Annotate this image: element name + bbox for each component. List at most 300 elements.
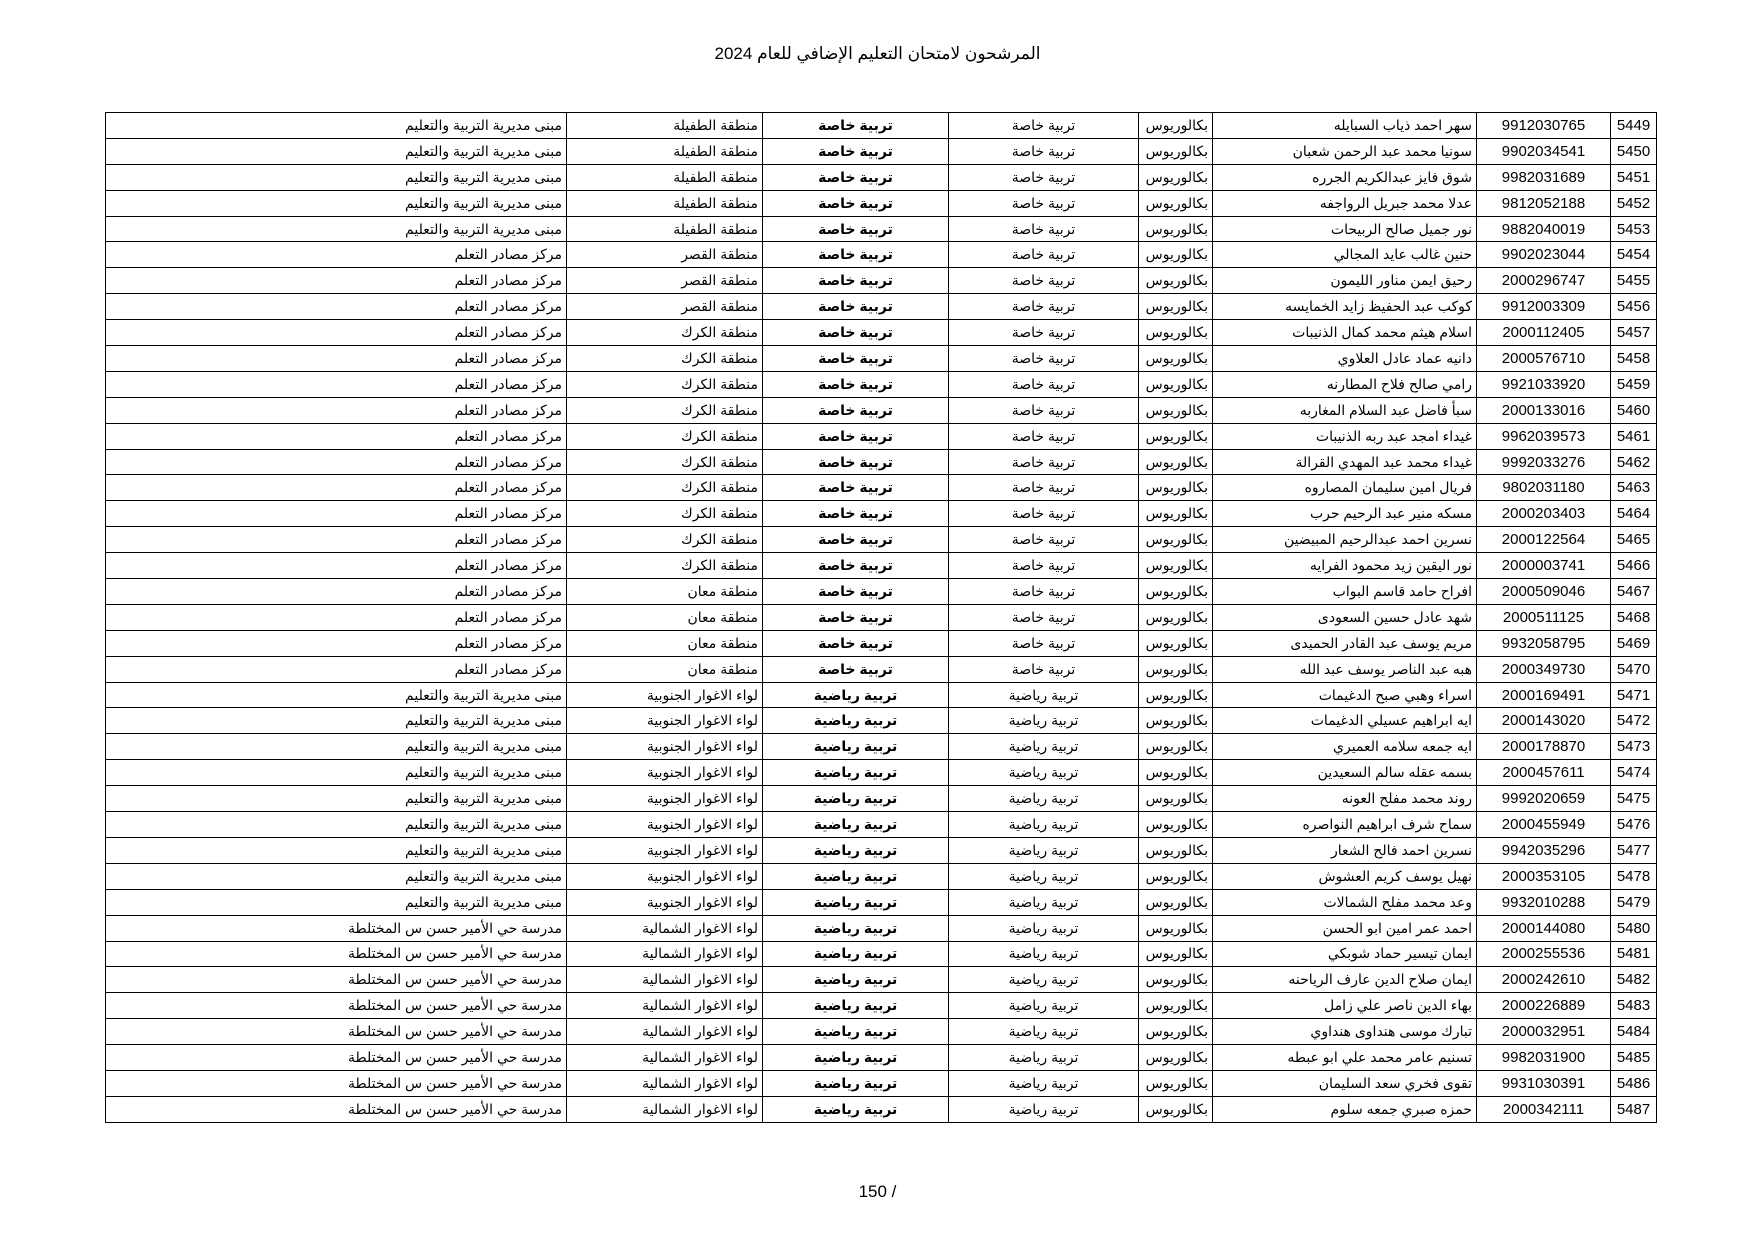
- sequence-cell: 5483: [1611, 993, 1657, 1019]
- table-row: [106, 1019, 1657, 1045]
- sequence-cell: 5457: [1611, 320, 1657, 346]
- exam-venue-cell: مبنى مديرية التربية والتعليم: [106, 837, 567, 863]
- candidate-name-cell: نور اليقين زيد محمود الفرايه: [1213, 553, 1477, 579]
- specialization-cell: تربية خاصة: [949, 216, 1139, 242]
- sequence-cell: 5455: [1611, 268, 1657, 294]
- degree-cell: بكالوريوس: [1139, 579, 1213, 605]
- candidate-name-cell: سماح شرف ابراهيم النواصره: [1213, 812, 1477, 838]
- exam-venue-cell: مركز مصادر التعلم: [106, 242, 567, 268]
- exam-venue-cell: مركز مصادر التعلم: [106, 579, 567, 605]
- degree-cell: بكالوريوس: [1139, 527, 1213, 553]
- exam-venue-cell: مبنى مديرية التربية والتعليم: [106, 889, 567, 915]
- region-cell: منطقة الطفيلة: [567, 190, 763, 216]
- specialization-cell: تربية خاصة: [949, 630, 1139, 656]
- candidate-name-cell: ايه ابراهيم عسيلي الدغيمات: [1213, 708, 1477, 734]
- specialization-cell: تربية خاصة: [949, 553, 1139, 579]
- degree-cell: بكالوريوس: [1139, 449, 1213, 475]
- region-cell: منطقة معان: [567, 630, 763, 656]
- specialization-cell: تربية رياضية: [949, 967, 1139, 993]
- exam-specialization-cell: تربية خاصة: [763, 113, 949, 139]
- region-cell: لواء الاغوار الشمالية: [567, 1096, 763, 1122]
- national-id-cell: 9902034541: [1477, 138, 1611, 164]
- national-id-cell: 2000511125: [1477, 604, 1611, 630]
- exam-specialization-cell: تربية رياضية: [763, 941, 949, 967]
- sequence-cell: 5486: [1611, 1070, 1657, 1096]
- candidate-name-cell: نسرين احمد فالح الشعار: [1213, 837, 1477, 863]
- degree-cell: بكالوريوس: [1139, 837, 1213, 863]
- exam-venue-cell: مدرسة حي الأمير حسن س المختلطة: [106, 1045, 567, 1071]
- national-id-cell: 2000242610: [1477, 967, 1611, 993]
- candidate-name-cell: بسمه عقله سالم السعيدين: [1213, 760, 1477, 786]
- exam-venue-cell: مدرسة حي الأمير حسن س المختلطة: [106, 967, 567, 993]
- sequence-cell: 5471: [1611, 682, 1657, 708]
- table-row: [106, 268, 1657, 294]
- sequence-cell: 5476: [1611, 812, 1657, 838]
- region-cell: لواء الاغوار الجنوبية: [567, 889, 763, 915]
- exam-specialization-cell: تربية رياضية: [763, 708, 949, 734]
- exam-venue-cell: مركز مصادر التعلم: [106, 527, 567, 553]
- region-cell: منطقة الكرك: [567, 397, 763, 423]
- table-row: [106, 812, 1657, 838]
- candidate-name-cell: شهد عادل حسين السعودى: [1213, 604, 1477, 630]
- exam-venue-cell: مركز مصادر التعلم: [106, 553, 567, 579]
- national-id-cell: 9812052188: [1477, 190, 1611, 216]
- exam-venue-cell: مبنى مديرية التربية والتعليم: [106, 708, 567, 734]
- table-row: [106, 941, 1657, 967]
- national-id-cell: 9921033920: [1477, 371, 1611, 397]
- exam-specialization-cell: تربية خاصة: [763, 553, 949, 579]
- exam-specialization-cell: تربية رياضية: [763, 1070, 949, 1096]
- table-row: [106, 630, 1657, 656]
- degree-cell: بكالوريوس: [1139, 915, 1213, 941]
- specialization-cell: تربية خاصة: [949, 371, 1139, 397]
- exam-specialization-cell: تربية رياضية: [763, 1019, 949, 1045]
- exam-specialization-cell: تربية خاصة: [763, 604, 949, 630]
- specialization-cell: تربية رياضية: [949, 1096, 1139, 1122]
- exam-specialization-cell: تربية رياضية: [763, 812, 949, 838]
- sequence-cell: 5478: [1611, 863, 1657, 889]
- degree-cell: بكالوريوس: [1139, 734, 1213, 760]
- candidate-name-cell: وعد محمد مفلح الشمالات: [1213, 889, 1477, 915]
- candidate-name-cell: تقوى فخري سعد السليمان: [1213, 1070, 1477, 1096]
- exam-specialization-cell: تربية خاصة: [763, 449, 949, 475]
- sequence-cell: 5467: [1611, 579, 1657, 605]
- exam-specialization-cell: تربية رياضية: [763, 967, 949, 993]
- candidate-name-cell: حنين غالب عايد المجالي: [1213, 242, 1477, 268]
- national-id-cell: 2000122564: [1477, 527, 1611, 553]
- table-row: [106, 1096, 1657, 1122]
- table-row: [106, 786, 1657, 812]
- exam-specialization-cell: تربية خاصة: [763, 656, 949, 682]
- sequence-cell: 5450: [1611, 138, 1657, 164]
- national-id-cell: 9802031180: [1477, 475, 1611, 501]
- national-id-cell: 9982031689: [1477, 164, 1611, 190]
- region-cell: لواء الاغوار الشمالية: [567, 1070, 763, 1096]
- exam-venue-cell: مركز مصادر التعلم: [106, 346, 567, 372]
- exam-specialization-cell: تربية خاصة: [763, 268, 949, 294]
- table-row: [106, 527, 1657, 553]
- national-id-cell: 9982031900: [1477, 1045, 1611, 1071]
- region-cell: منطقة القصر: [567, 242, 763, 268]
- national-id-cell: 9942035296: [1477, 837, 1611, 863]
- sequence-cell: 5484: [1611, 1019, 1657, 1045]
- degree-cell: بكالوريوس: [1139, 113, 1213, 139]
- candidate-name-cell: نور جميل صالح الربيحات: [1213, 216, 1477, 242]
- specialization-cell: تربية خاصة: [949, 475, 1139, 501]
- specialization-cell: تربية رياضية: [949, 1070, 1139, 1096]
- national-id-cell: 9992020659: [1477, 786, 1611, 812]
- sequence-cell: 5460: [1611, 397, 1657, 423]
- specialization-cell: تربية خاصة: [949, 423, 1139, 449]
- table-row: [106, 371, 1657, 397]
- national-id-cell: 9931030391: [1477, 1070, 1611, 1096]
- exam-specialization-cell: تربية رياضية: [763, 786, 949, 812]
- sequence-cell: 5453: [1611, 216, 1657, 242]
- region-cell: منطقة الكرك: [567, 320, 763, 346]
- candidate-name-cell: احمد عمر امين ابو الحسن: [1213, 915, 1477, 941]
- national-id-cell: 2000576710: [1477, 346, 1611, 372]
- exam-specialization-cell: تربية خاصة: [763, 371, 949, 397]
- degree-cell: بكالوريوس: [1139, 1045, 1213, 1071]
- table-row: [106, 294, 1657, 320]
- specialization-cell: تربية رياضية: [949, 786, 1139, 812]
- candidate-name-cell: افراح حامد قاسم البواب: [1213, 579, 1477, 605]
- exam-specialization-cell: تربية خاصة: [763, 397, 949, 423]
- degree-cell: بكالوريوس: [1139, 708, 1213, 734]
- degree-cell: بكالوريوس: [1139, 501, 1213, 527]
- region-cell: لواء الاغوار الشمالية: [567, 967, 763, 993]
- exam-specialization-cell: تربية خاصة: [763, 242, 949, 268]
- candidate-name-cell: مسكه منير عبد الرحيم حرب: [1213, 501, 1477, 527]
- table-row: [106, 915, 1657, 941]
- specialization-cell: تربية خاصة: [949, 294, 1139, 320]
- exam-specialization-cell: تربية رياضية: [763, 889, 949, 915]
- national-id-cell: 2000112405: [1477, 320, 1611, 346]
- degree-cell: بكالوريوس: [1139, 993, 1213, 1019]
- exam-venue-cell: مبنى مديرية التربية والتعليم: [106, 682, 567, 708]
- table-row: [106, 1045, 1657, 1071]
- specialization-cell: تربية خاصة: [949, 320, 1139, 346]
- national-id-cell: 2000353105: [1477, 863, 1611, 889]
- candidate-name-cell: ايمان تيسير حماد شوبكي: [1213, 941, 1477, 967]
- candidate-name-cell: عدلا محمد جبريل الرواجفه: [1213, 190, 1477, 216]
- table-row: [106, 138, 1657, 164]
- specialization-cell: تربية خاصة: [949, 449, 1139, 475]
- candidate-name-cell: اسلام هيثم محمد كمال الذنيبات: [1213, 320, 1477, 346]
- region-cell: منطقة الكرك: [567, 423, 763, 449]
- candidate-name-cell: ايمان صلاح الدين عارف الرياحنه: [1213, 967, 1477, 993]
- candidate-name-cell: تبارك موسى هنداوى هنداوي: [1213, 1019, 1477, 1045]
- exam-specialization-cell: تربية خاصة: [763, 294, 949, 320]
- region-cell: منطقة معان: [567, 604, 763, 630]
- table-row: [106, 863, 1657, 889]
- table-row: [106, 579, 1657, 605]
- candidate-name-cell: مريم يوسف عبد القادر الحميدى: [1213, 630, 1477, 656]
- national-id-cell: 2000143020: [1477, 708, 1611, 734]
- region-cell: لواء الاغوار الجنوبية: [567, 708, 763, 734]
- exam-venue-cell: مركز مصادر التعلم: [106, 501, 567, 527]
- table-row: [106, 760, 1657, 786]
- exam-venue-cell: مبنى مديرية التربية والتعليم: [106, 734, 567, 760]
- degree-cell: بكالوريوس: [1139, 320, 1213, 346]
- region-cell: منطقة الكرك: [567, 449, 763, 475]
- table-row: [106, 889, 1657, 915]
- sequence-cell: 5454: [1611, 242, 1657, 268]
- specialization-cell: تربية خاصة: [949, 164, 1139, 190]
- exam-venue-cell: مبنى مديرية التربية والتعليم: [106, 786, 567, 812]
- exam-specialization-cell: تربية رياضية: [763, 863, 949, 889]
- table-row: [106, 475, 1657, 501]
- specialization-cell: تربية خاصة: [949, 346, 1139, 372]
- sequence-cell: 5469: [1611, 630, 1657, 656]
- candidate-name-cell: دانيه عماد عادل العلاوي: [1213, 346, 1477, 372]
- table-row: [106, 553, 1657, 579]
- degree-cell: بكالوريوس: [1139, 423, 1213, 449]
- degree-cell: بكالوريوس: [1139, 941, 1213, 967]
- degree-cell: بكالوريوس: [1139, 656, 1213, 682]
- sequence-cell: 5452: [1611, 190, 1657, 216]
- exam-venue-cell: مركز مصادر التعلم: [106, 475, 567, 501]
- specialization-cell: تربية خاصة: [949, 656, 1139, 682]
- table-row: [106, 682, 1657, 708]
- exam-specialization-cell: تربية رياضية: [763, 1045, 949, 1071]
- table-row: [106, 1070, 1657, 1096]
- degree-cell: بكالوريوس: [1139, 760, 1213, 786]
- sequence-cell: 5482: [1611, 967, 1657, 993]
- region-cell: لواء الاغوار الجنوبية: [567, 812, 763, 838]
- sequence-cell: 5466: [1611, 553, 1657, 579]
- region-cell: منطقة القصر: [567, 268, 763, 294]
- specialization-cell: تربية رياضية: [949, 682, 1139, 708]
- candidate-name-cell: رحيق ايمن مناور الليمون: [1213, 268, 1477, 294]
- candidate-name-cell: فريال امين سليمان المصاروه: [1213, 475, 1477, 501]
- specialization-cell: تربية رياضية: [949, 863, 1139, 889]
- exam-venue-cell: مدرسة حي الأمير حسن س المختلطة: [106, 1096, 567, 1122]
- specialization-cell: تربية رياضية: [949, 812, 1139, 838]
- degree-cell: بكالوريوس: [1139, 863, 1213, 889]
- candidate-name-cell: نسرين احمد عبدالرحيم المبيضين: [1213, 527, 1477, 553]
- national-id-cell: 9962039573: [1477, 423, 1611, 449]
- candidate-name-cell: نهيل يوسف كريم العشوش: [1213, 863, 1477, 889]
- national-id-cell: 2000003741: [1477, 553, 1611, 579]
- degree-cell: بكالوريوس: [1139, 889, 1213, 915]
- exam-venue-cell: مبنى مديرية التربية والتعليم: [106, 138, 567, 164]
- national-id-cell: 2000349730: [1477, 656, 1611, 682]
- specialization-cell: تربية رياضية: [949, 915, 1139, 941]
- exam-venue-cell: مركز مصادر التعلم: [106, 604, 567, 630]
- table-row: [106, 320, 1657, 346]
- degree-cell: بكالوريوس: [1139, 604, 1213, 630]
- national-id-cell: 9882040019: [1477, 216, 1611, 242]
- specialization-cell: تربية خاصة: [949, 579, 1139, 605]
- region-cell: منطقة القصر: [567, 294, 763, 320]
- exam-venue-cell: مدرسة حي الأمير حسن س المختلطة: [106, 993, 567, 1019]
- region-cell: لواء الاغوار الجنوبية: [567, 734, 763, 760]
- national-id-cell: 2000342111: [1477, 1096, 1611, 1122]
- table-row: [106, 501, 1657, 527]
- candidate-name-cell: غيداء محمد عبد المهدي القرالة: [1213, 449, 1477, 475]
- sequence-cell: 5465: [1611, 527, 1657, 553]
- degree-cell: بكالوريوس: [1139, 164, 1213, 190]
- exam-venue-cell: مركز مصادر التعلم: [106, 449, 567, 475]
- exam-specialization-cell: تربية خاصة: [763, 164, 949, 190]
- sequence-cell: 5479: [1611, 889, 1657, 915]
- candidate-name-cell: حمزه صبري جمعه سلوم: [1213, 1096, 1477, 1122]
- degree-cell: بكالوريوس: [1139, 397, 1213, 423]
- sequence-cell: 5473: [1611, 734, 1657, 760]
- exam-specialization-cell: تربية رياضية: [763, 993, 949, 1019]
- exam-venue-cell: مبنى مديرية التربية والتعليم: [106, 760, 567, 786]
- exam-specialization-cell: تربية خاصة: [763, 475, 949, 501]
- table-row: [106, 242, 1657, 268]
- exam-specialization-cell: تربية رياضية: [763, 915, 949, 941]
- candidate-name-cell: رامي صالح فلاح المطارنه: [1213, 371, 1477, 397]
- sequence-cell: 5470: [1611, 656, 1657, 682]
- exam-specialization-cell: تربية خاصة: [763, 527, 949, 553]
- national-id-cell: 9902023044: [1477, 242, 1611, 268]
- national-id-cell: 2000203403: [1477, 501, 1611, 527]
- degree-cell: بكالوريوس: [1139, 1070, 1213, 1096]
- region-cell: لواء الاغوار الجنوبية: [567, 863, 763, 889]
- exam-venue-cell: مركز مصادر التعلم: [106, 630, 567, 656]
- region-cell: لواء الاغوار الجنوبية: [567, 837, 763, 863]
- candidate-name-cell: اسراء وهبي صبح الدغيمات: [1213, 682, 1477, 708]
- sequence-cell: 5461: [1611, 423, 1657, 449]
- region-cell: لواء الاغوار الشمالية: [567, 915, 763, 941]
- sequence-cell: 5485: [1611, 1045, 1657, 1071]
- region-cell: لواء الاغوار الجنوبية: [567, 682, 763, 708]
- candidates-table: [105, 112, 1657, 1123]
- page-title: المرشحون لامتحان التعليم الإضافي للعام 2024: [714, 44, 1041, 63]
- sequence-cell: 5480: [1611, 915, 1657, 941]
- exam-venue-cell: مبنى مديرية التربية والتعليم: [106, 190, 567, 216]
- exam-venue-cell: مركز مصادر التعلم: [106, 294, 567, 320]
- specialization-cell: تربية رياضية: [949, 708, 1139, 734]
- exam-venue-cell: مركز مصادر التعلم: [106, 268, 567, 294]
- specialization-cell: تربية خاصة: [949, 604, 1139, 630]
- degree-cell: بكالوريوس: [1139, 1019, 1213, 1045]
- exam-specialization-cell: تربية رياضية: [763, 1096, 949, 1122]
- degree-cell: بكالوريوس: [1139, 138, 1213, 164]
- specialization-cell: تربية خاصة: [949, 113, 1139, 139]
- table-row: [106, 423, 1657, 449]
- specialization-cell: تربية رياضية: [949, 1019, 1139, 1045]
- sequence-cell: 5477: [1611, 837, 1657, 863]
- region-cell: منطقة الطفيلة: [567, 113, 763, 139]
- specialization-cell: تربية خاصة: [949, 268, 1139, 294]
- degree-cell: بكالوريوس: [1139, 967, 1213, 993]
- sequence-cell: 5474: [1611, 760, 1657, 786]
- national-id-cell: 2000169491: [1477, 682, 1611, 708]
- sequence-cell: 5472: [1611, 708, 1657, 734]
- specialization-cell: تربية رياضية: [949, 1045, 1139, 1071]
- national-id-cell: 2000509046: [1477, 579, 1611, 605]
- exam-venue-cell: مبنى مديرية التربية والتعليم: [106, 812, 567, 838]
- exam-venue-cell: مدرسة حي الأمير حسن س المختلطة: [106, 915, 567, 941]
- table-row: [106, 190, 1657, 216]
- sequence-cell: 5458: [1611, 346, 1657, 372]
- national-id-cell: 2000226889: [1477, 993, 1611, 1019]
- exam-specialization-cell: تربية خاصة: [763, 320, 949, 346]
- national-id-cell: 2000455949: [1477, 812, 1611, 838]
- exam-venue-cell: مبنى مديرية التربية والتعليم: [106, 164, 567, 190]
- table-row: [106, 993, 1657, 1019]
- region-cell: لواء الاغوار الشمالية: [567, 1019, 763, 1045]
- degree-cell: بكالوريوس: [1139, 216, 1213, 242]
- exam-venue-cell: مبنى مديرية التربية والتعليم: [106, 216, 567, 242]
- degree-cell: بكالوريوس: [1139, 294, 1213, 320]
- degree-cell: بكالوريوس: [1139, 812, 1213, 838]
- exam-specialization-cell: تربية خاصة: [763, 138, 949, 164]
- exam-venue-cell: مبنى مديرية التربية والتعليم: [106, 863, 567, 889]
- national-id-cell: 9932058795: [1477, 630, 1611, 656]
- degree-cell: بكالوريوس: [1139, 682, 1213, 708]
- region-cell: لواء الاغوار الشمالية: [567, 1045, 763, 1071]
- specialization-cell: تربية رياضية: [949, 889, 1139, 915]
- national-id-cell: 2000133016: [1477, 397, 1611, 423]
- table-row: [106, 397, 1657, 423]
- exam-specialization-cell: تربية رياضية: [763, 760, 949, 786]
- sequence-cell: 5475: [1611, 786, 1657, 812]
- sequence-cell: 5463: [1611, 475, 1657, 501]
- sequence-cell: 5464: [1611, 501, 1657, 527]
- region-cell: منطقة معان: [567, 656, 763, 682]
- degree-cell: بكالوريوس: [1139, 371, 1213, 397]
- exam-specialization-cell: تربية خاصة: [763, 630, 949, 656]
- exam-venue-cell: مركز مصادر التعلم: [106, 423, 567, 449]
- degree-cell: بكالوريوس: [1139, 786, 1213, 812]
- exam-venue-cell: مركز مصادر التعلم: [106, 371, 567, 397]
- degree-cell: بكالوريوس: [1139, 475, 1213, 501]
- table-row: [106, 967, 1657, 993]
- sequence-cell: 5481: [1611, 941, 1657, 967]
- national-id-cell: 9932010288: [1477, 889, 1611, 915]
- region-cell: منطقة الطفيلة: [567, 138, 763, 164]
- region-cell: منطقة الكرك: [567, 475, 763, 501]
- region-cell: منطقة الطفيلة: [567, 164, 763, 190]
- degree-cell: بكالوريوس: [1139, 242, 1213, 268]
- candidate-name-cell: سهر احمد ذياب السبايله: [1213, 113, 1477, 139]
- degree-cell: بكالوريوس: [1139, 630, 1213, 656]
- specialization-cell: تربية خاصة: [949, 397, 1139, 423]
- table-row: [106, 837, 1657, 863]
- table-row: [106, 346, 1657, 372]
- national-id-cell: 2000296747: [1477, 268, 1611, 294]
- national-id-cell: 9992033276: [1477, 449, 1611, 475]
- table-row: [106, 164, 1657, 190]
- national-id-cell: 9912030765: [1477, 113, 1611, 139]
- specialization-cell: تربية رياضية: [949, 993, 1139, 1019]
- exam-specialization-cell: تربية خاصة: [763, 423, 949, 449]
- exam-specialization-cell: تربية خاصة: [763, 501, 949, 527]
- specialization-cell: تربية خاصة: [949, 501, 1139, 527]
- table-row: [106, 734, 1657, 760]
- sequence-cell: 5451: [1611, 164, 1657, 190]
- sequence-cell: 5468: [1611, 604, 1657, 630]
- region-cell: منطقة الكرك: [567, 371, 763, 397]
- candidate-name-cell: سبأ فاضل عبد السلام المغاربه: [1213, 397, 1477, 423]
- specialization-cell: تربية خاصة: [949, 138, 1139, 164]
- candidate-name-cell: روند محمد مفلح العونه: [1213, 786, 1477, 812]
- region-cell: لواء الاغوار الجنوبية: [567, 786, 763, 812]
- national-id-cell: 2000032951: [1477, 1019, 1611, 1045]
- sequence-cell: 5456: [1611, 294, 1657, 320]
- degree-cell: بكالوريوس: [1139, 1096, 1213, 1122]
- exam-specialization-cell: تربية رياضية: [763, 734, 949, 760]
- region-cell: منطقة الكرك: [567, 501, 763, 527]
- region-cell: منطقة معان: [567, 579, 763, 605]
- exam-venue-cell: مدرسة حي الأمير حسن س المختلطة: [106, 941, 567, 967]
